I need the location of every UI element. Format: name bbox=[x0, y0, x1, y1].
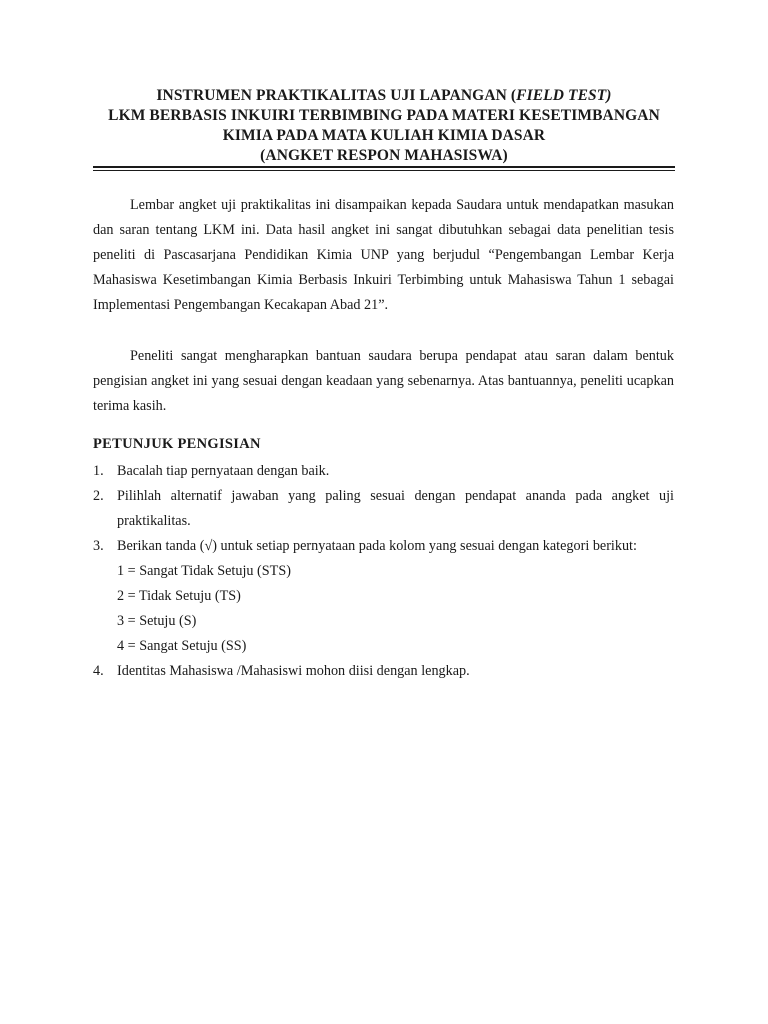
header-line-1-italic: FIELD TEST) bbox=[516, 87, 612, 104]
header-line-1 bbox=[92, 86, 676, 106]
request-paragraph: Peneliti sangat mengharapkan bantuan saudara berupa pendapat atau saran dalam bentuk pengisian angket ini yang sesuai dengan keadaan yang sebenarnya. Atas bantuannya, peneliti ucapkan terima kasih. bbox=[93, 348, 674, 414]
document-header bbox=[92, 86, 676, 166]
instructions-title: PETUNJUK PENGISIAN bbox=[93, 436, 261, 452]
list-item bbox=[93, 484, 674, 534]
list-item-number: 3. bbox=[93, 538, 104, 554]
instructions-list bbox=[93, 459, 674, 684]
category-item: 3 = Setuju (S) bbox=[117, 613, 197, 629]
list-item bbox=[93, 459, 674, 484]
intro-paragraph: Lembar angket uji praktikalitas ini disampaikan kepada Saudara untuk mendapatkan masukan dan saran tentang LKM ini. Data hasil angket ini sangat dibutuhkan sebagai data penelitian tesis peneliti di Pascasarjana Pendidikan Kimia UNP yang berjudul “Pengembangan Lembar Kerja Mahasiswa Kesetimbangan Kimia Berbasis Inkuiri Terbimbing untuk Mahasiswa Tahun 1 sebagai Implementasi Pengembangan Kecakapan Abad 21”. bbox=[93, 197, 674, 313]
header-line-3: KIMIA PADA MATA KULIAH KIMIA DASAR bbox=[222, 127, 546, 144]
category-item: 1 = Sangat Tidak Setuju (STS) bbox=[117, 563, 291, 579]
list-item-text: Pilihlah alternatif jawaban yang paling sesuai dengan pendapat ananda pada angket uji praktikalitas. bbox=[117, 488, 674, 529]
header-line-1-text: INSTRUMEN PRAKTIKALITAS UJI LAPANGAN ( bbox=[156, 87, 517, 104]
list-item-number: 1. bbox=[93, 463, 104, 479]
header-line-2: LKM BERBASIS INKUIRI TERBIMBING PADA MATERI KESETIMBANGAN bbox=[108, 107, 660, 124]
list-item-text: Berikan tanda (√) untuk setiap pernyataan pada kolom yang sesuai dengan kategori berikut: bbox=[117, 538, 637, 554]
header-divider-thin bbox=[93, 170, 675, 171]
header-divider-thick bbox=[93, 166, 675, 168]
category-item: 4 = Sangat Setuju (SS) bbox=[117, 638, 247, 654]
list-item-number: 2. bbox=[93, 488, 104, 504]
list-item-text: Bacalah tiap pernyataan dengan baik. bbox=[117, 463, 330, 479]
list-item bbox=[93, 534, 674, 559]
list-item-text: Identitas Mahasiswa /Mahasiswi mohon diisi dengan lengkap. bbox=[117, 663, 470, 679]
header-line-4: (ANGKET RESPON MAHASISWA) bbox=[260, 147, 508, 164]
list-item bbox=[93, 659, 674, 684]
category-item: 2 = Tidak Setuju (TS) bbox=[117, 588, 241, 604]
list-item-number: 4. bbox=[93, 663, 104, 679]
